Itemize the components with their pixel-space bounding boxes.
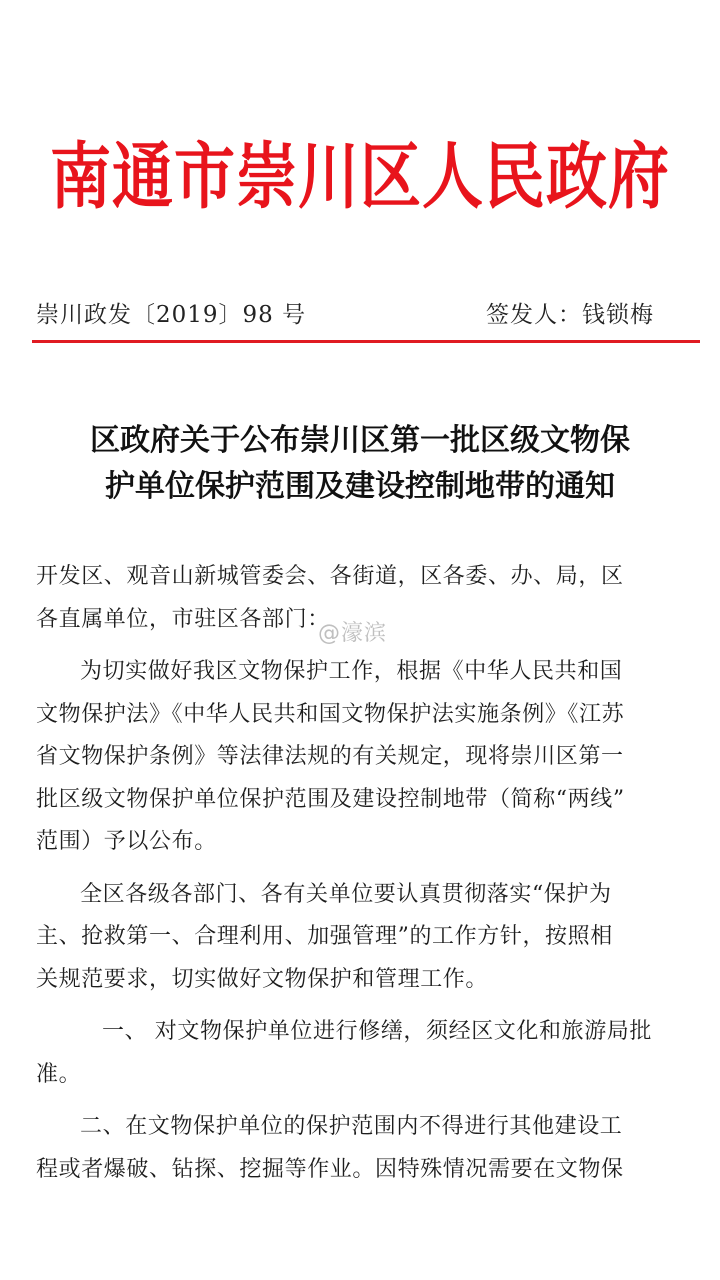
document-title-line: 区政府关于公布崇川区第一批区级文物保	[90, 423, 630, 458]
document-title	[0, 418, 720, 510]
body-line: 二、在文物保护单位的保护范围内不得进行其他建设工	[80, 1114, 623, 1139]
body-line: 省文物保护条例》等法律法规的有关规定，现将崇川区第一	[36, 744, 624, 769]
document-body	[36, 556, 696, 1201]
watermark: @濠滨	[318, 621, 388, 646]
document-number: 崇川政发〔2019〕98 号	[36, 302, 307, 328]
body-line: 全区各级各部门、各有关单位要认真贯彻落实“保护为	[80, 881, 612, 907]
body-line: 开发区、观音山新城管委会、各街道，区各委、办、局，区	[36, 564, 624, 589]
body-line: 一、 对文物保护单位进行修缮，须经区文化和旅游局批	[102, 1019, 652, 1044]
signer: 签发人：钱锁梅	[486, 302, 654, 328]
body-line: 关规范要求，切实做好文物保护和管理工作。	[36, 966, 489, 992]
paragraph-2	[36, 874, 696, 1002]
body-line: 范围）予以公布。	[36, 829, 217, 854]
body-line: 各直属单位，市驻区各部门：	[36, 606, 330, 632]
body-line: 准。	[36, 1061, 82, 1087]
body-line: 文物保护法》《中华人民共和国文物保护法实施条例》《江苏	[36, 701, 625, 727]
paragraph-4	[36, 1106, 696, 1191]
body-line: 主、抢救第一、合理利用、加强管理”的工作方针，按照相	[36, 924, 613, 949]
issuing-agency-title: 南通市崇川区人民政府	[49, 135, 670, 220]
body-line: 为切实做好我区文物保护工作，根据《中华人民共和国	[80, 659, 623, 684]
body-line: 批区级文物保护单位保护范围及建设控制地带（简称“两线”	[36, 786, 625, 812]
paragraph-3	[36, 1011, 696, 1096]
red-divider-line	[32, 340, 700, 343]
document-title-line: 护单位保护范围及建设控制地带的通知	[105, 469, 615, 504]
paragraph-1	[36, 651, 696, 864]
body-line: 程或者爆破、钻探、挖掘等作业。因特殊情况需要在文物保	[36, 1156, 624, 1182]
